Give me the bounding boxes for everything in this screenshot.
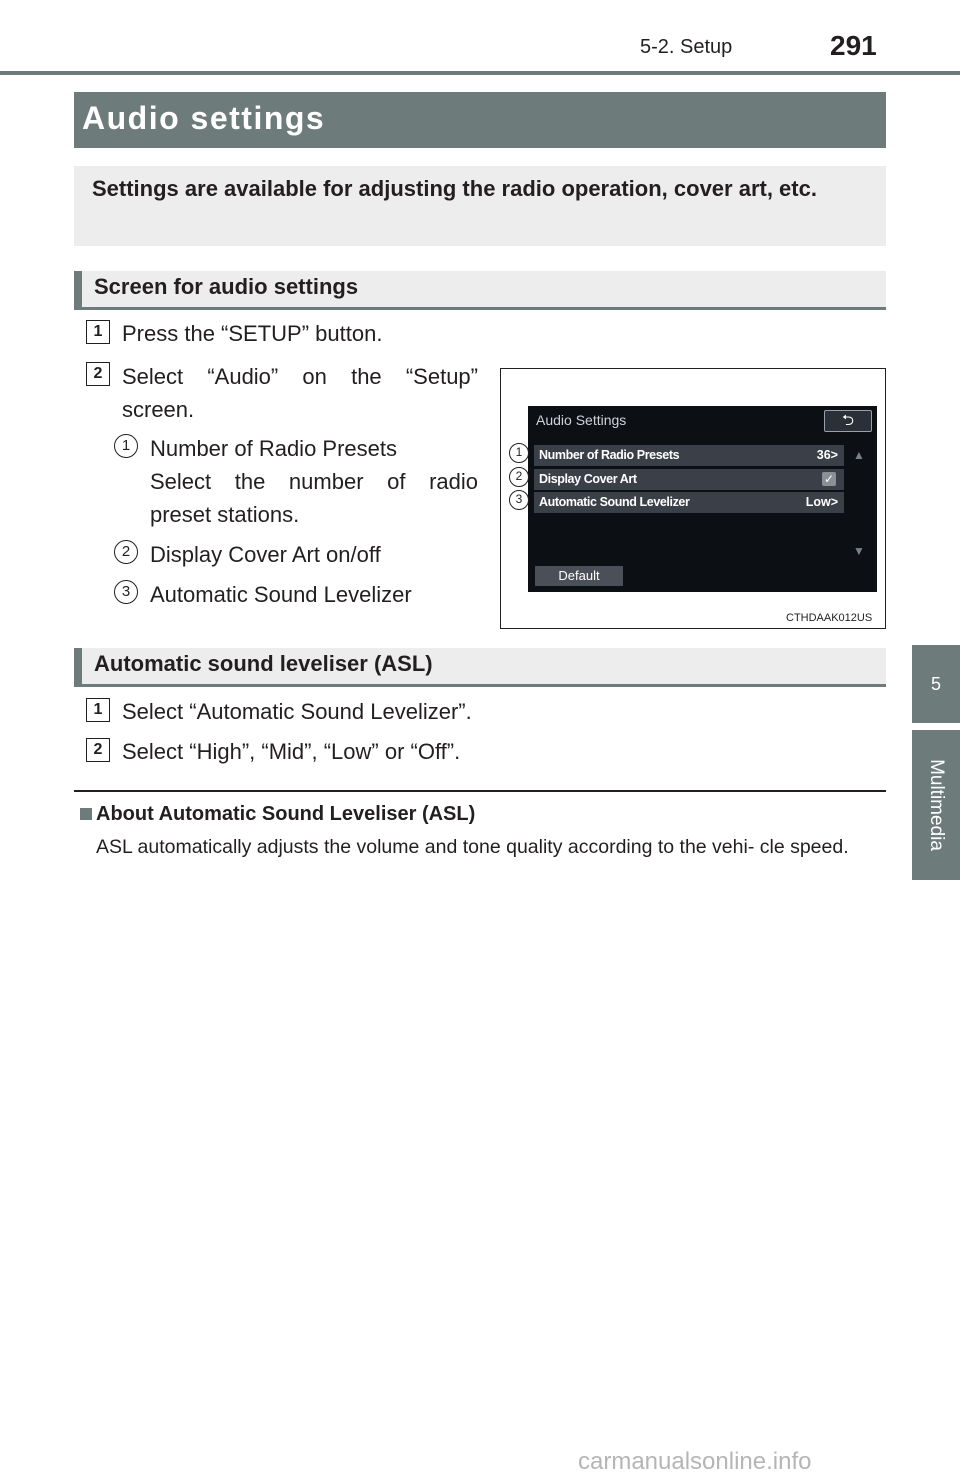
row-label: Display Cover Art bbox=[539, 472, 637, 486]
screen-callout: 2 bbox=[509, 467, 529, 487]
step-text: Select “High”, “Mid”, “Low” or “Off”. bbox=[122, 739, 461, 764]
callout-number: 2 bbox=[114, 540, 138, 564]
scroll-down-icon[interactable]: ▼ bbox=[853, 544, 865, 558]
item-text: Display Cover Art on/off bbox=[150, 542, 381, 567]
chapter-tab bbox=[912, 730, 960, 880]
screen-row-sound-levelizer[interactable] bbox=[534, 492, 844, 513]
page-number: 291 bbox=[830, 30, 877, 61]
page-title-bar bbox=[74, 92, 886, 148]
scroll-up-icon[interactable]: ▲ bbox=[853, 448, 865, 462]
row-label: Number of Radio Presets bbox=[539, 448, 680, 462]
callout-number: 1 bbox=[114, 434, 138, 458]
section-heading-asl bbox=[74, 648, 886, 687]
back-icon[interactable]: ⮌ bbox=[824, 410, 872, 432]
section-heading-text: Automatic sound leveliser (ASL) bbox=[94, 651, 433, 676]
intro-box bbox=[74, 166, 886, 246]
row-value: 36> bbox=[816, 448, 838, 462]
step-badge: 2 bbox=[86, 738, 110, 762]
step-text: Select “Audio” on the “Setup” bbox=[122, 364, 478, 389]
section-heading-screen bbox=[74, 271, 886, 310]
watermark: carmanualsonline.info bbox=[578, 1448, 812, 1475]
section-heading-text: Screen for audio settings bbox=[94, 274, 359, 299]
step-badge: 1 bbox=[86, 698, 110, 722]
about-heading-text: About Automatic Sound Leveliser (ASL) bbox=[96, 803, 476, 825]
item-text: Automatic Sound Levelizer bbox=[150, 582, 412, 607]
default-button[interactable]: Default bbox=[535, 566, 623, 586]
screen-title: Audio Settings bbox=[536, 412, 627, 428]
row-value: Low> bbox=[805, 495, 838, 509]
section-label: 5-2. Setup bbox=[640, 36, 733, 58]
header-rule bbox=[0, 71, 960, 75]
page-title: Audio settings bbox=[82, 100, 326, 136]
chapter-tab-label: Multimedia bbox=[926, 759, 947, 851]
intro-text: Settings are available for adjusting the radio operation, cover art, etc. bbox=[92, 176, 817, 201]
checkbox-icon[interactable]: ✓ bbox=[823, 472, 835, 486]
about-body: ASL automatically adjusts the volume and tone quality according to the vehi- cle speed. bbox=[96, 836, 849, 858]
step-badge: 2 bbox=[86, 362, 110, 386]
step-text: Press the “SETUP” button. bbox=[122, 321, 383, 346]
screen-row-radio-presets[interactable] bbox=[534, 445, 844, 466]
chapter-tab-number: 5 bbox=[912, 645, 960, 723]
step-text: screen. bbox=[122, 397, 195, 422]
callout-number: 3 bbox=[114, 580, 138, 604]
about-rule bbox=[74, 790, 886, 792]
item-text: Number of Radio Presets bbox=[150, 436, 397, 461]
screen-callout: 1 bbox=[509, 443, 529, 463]
item-text: preset stations. bbox=[150, 502, 300, 527]
step-badge: 1 bbox=[86, 320, 110, 344]
image-code: CTHDAAK012US bbox=[786, 612, 873, 624]
item-text: Select the number of radio bbox=[150, 469, 478, 494]
step-text: Select “Automatic Sound Levelizer”. bbox=[122, 699, 472, 724]
screen-callout: 3 bbox=[509, 490, 529, 510]
about-heading bbox=[80, 803, 475, 826]
row-label: Automatic Sound Levelizer bbox=[539, 495, 690, 509]
screen-row-cover-art[interactable] bbox=[534, 469, 844, 490]
square-bullet-icon bbox=[80, 808, 92, 820]
